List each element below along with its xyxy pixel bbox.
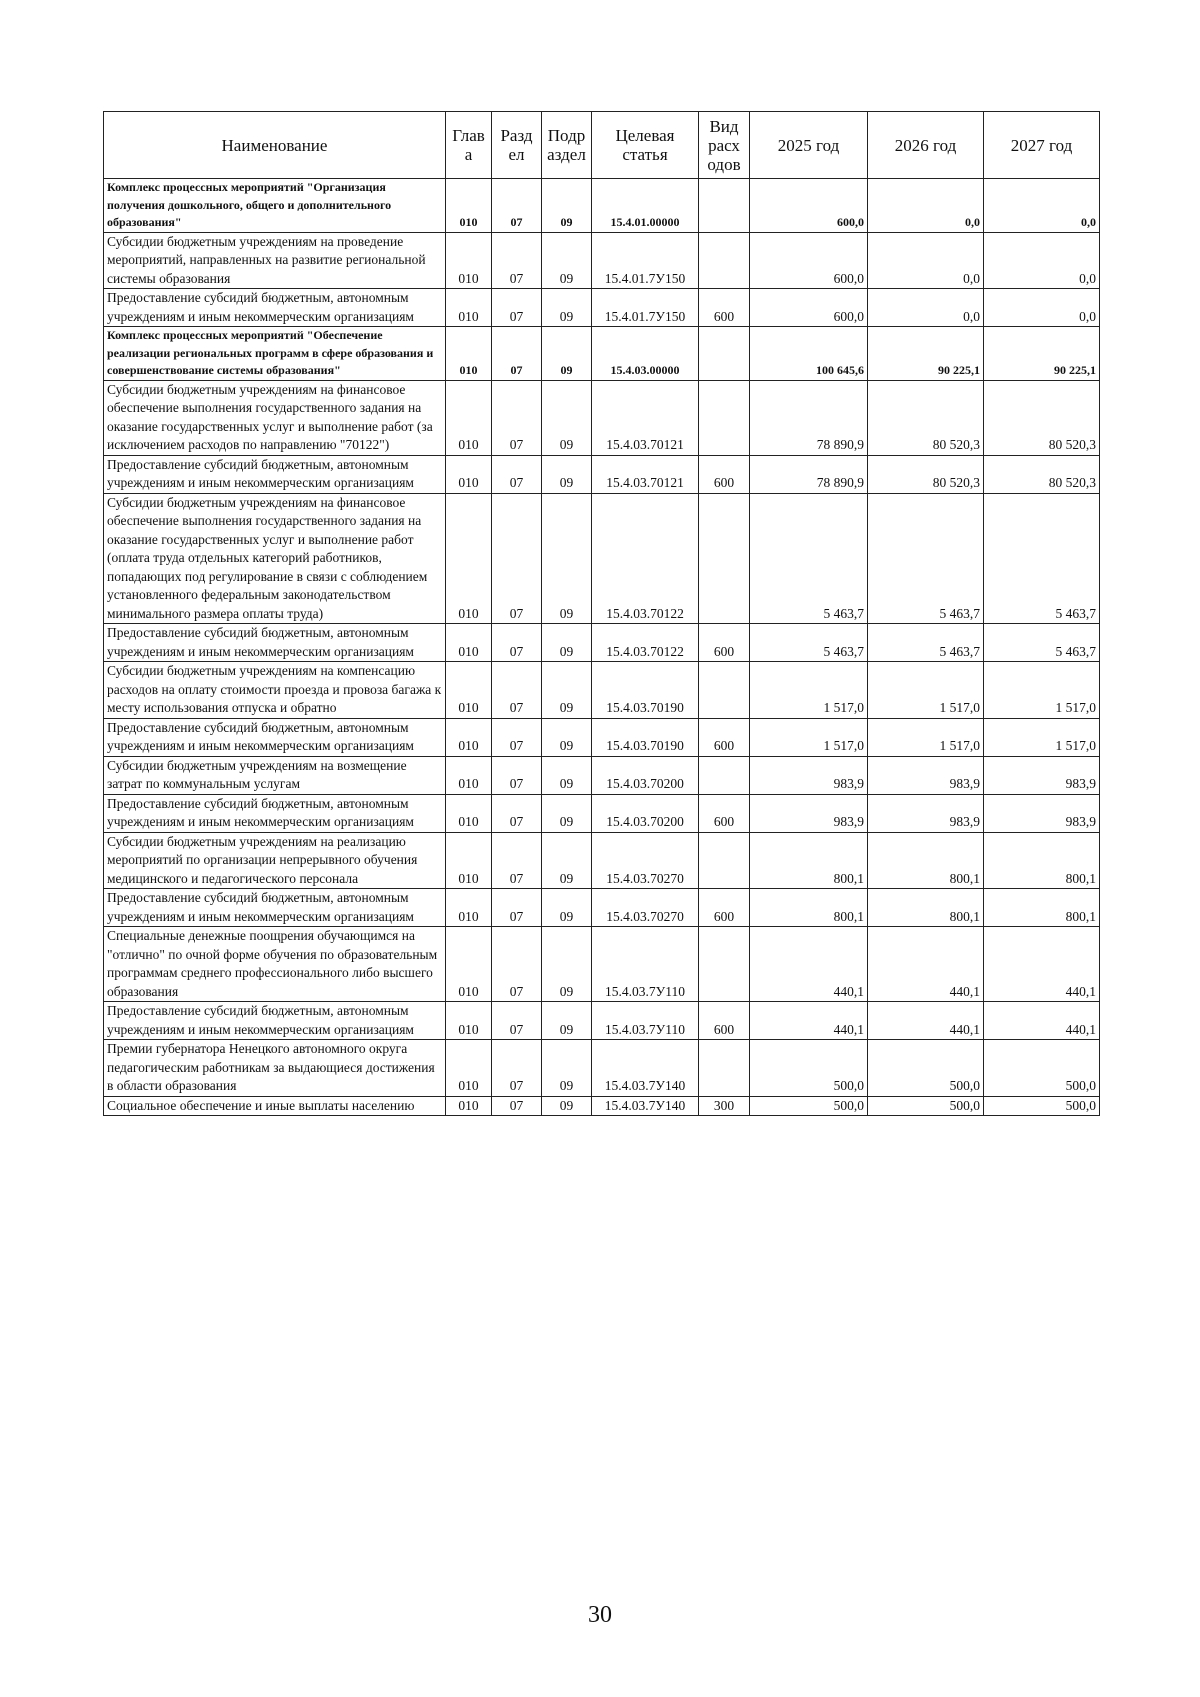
table-row — [104, 794, 1100, 832]
cell-2025: 600,0 — [750, 289, 868, 327]
cell-name: Специальные денежные поощрения обучающимся на "отлично" по очной форме обучения по образовательным программам среднего профессионального либо высшего образования — [104, 927, 446, 1002]
cell-2026: 440,1 — [868, 1002, 984, 1040]
cell-razdel: 07 — [492, 455, 542, 493]
cell-name: Предоставление субсидий бюджетным, автономным учреждениям и иным некоммерческим организациям — [104, 455, 446, 493]
cell-vid: 600 — [699, 1002, 750, 1040]
cell-glava: 010 — [446, 232, 492, 289]
table-row — [104, 927, 1100, 1002]
cell-target: 15.4.03.70190 — [592, 718, 699, 756]
header-target: Целевая статья — [592, 112, 699, 179]
cell-2026: 1 517,0 — [868, 662, 984, 719]
cell-2026: 500,0 — [868, 1040, 984, 1097]
cell-2027: 983,9 — [984, 756, 1100, 794]
cell-glava: 010 — [446, 179, 492, 233]
cell-2027: 500,0 — [984, 1040, 1100, 1097]
cell-glava: 010 — [446, 1096, 492, 1116]
cell-razdel: 07 — [492, 289, 542, 327]
cell-name: Субсидии бюджетным учреждениям на проведение мероприятий, направленных на развитие региональной системы образования — [104, 232, 446, 289]
cell-2025: 100 645,6 — [750, 327, 868, 381]
cell-2026: 5 463,7 — [868, 493, 984, 624]
cell-podrazdel: 09 — [542, 493, 592, 624]
cell-target: 15.4.03.70270 — [592, 832, 699, 889]
cell-glava: 010 — [446, 624, 492, 662]
header-2025: 2025 год — [750, 112, 868, 179]
cell-2026: 0,0 — [868, 232, 984, 289]
cell-2027: 800,1 — [984, 889, 1100, 927]
cell-glava: 010 — [446, 455, 492, 493]
cell-vid: 600 — [699, 624, 750, 662]
cell-2027: 800,1 — [984, 832, 1100, 889]
cell-podrazdel: 09 — [542, 756, 592, 794]
cell-glava: 010 — [446, 662, 492, 719]
cell-2027: 1 517,0 — [984, 718, 1100, 756]
cell-vid — [699, 756, 750, 794]
cell-target: 15.4.03.70121 — [592, 380, 699, 455]
table-body — [104, 179, 1100, 1116]
cell-2026: 80 520,3 — [868, 455, 984, 493]
cell-2025: 440,1 — [750, 927, 868, 1002]
cell-glava: 010 — [446, 1002, 492, 1040]
table-row — [104, 179, 1100, 233]
cell-glava: 010 — [446, 832, 492, 889]
cell-2026: 983,9 — [868, 794, 984, 832]
cell-razdel: 07 — [492, 1096, 542, 1116]
table-row — [104, 832, 1100, 889]
cell-vid: 300 — [699, 1096, 750, 1116]
table-row — [104, 455, 1100, 493]
cell-2026: 440,1 — [868, 927, 984, 1002]
cell-name: Субсидии бюджетным учреждениям на возмещение затрат по коммунальным услугам — [104, 756, 446, 794]
cell-2025: 1 517,0 — [750, 718, 868, 756]
cell-target: 15.4.03.7У140 — [592, 1096, 699, 1116]
cell-podrazdel: 09 — [542, 327, 592, 381]
cell-razdel: 07 — [492, 493, 542, 624]
cell-name: Предоставление субсидий бюджетным, автономным учреждениям и иным некоммерческим организациям — [104, 718, 446, 756]
table-row — [104, 624, 1100, 662]
cell-target: 15.4.01.7У150 — [592, 232, 699, 289]
cell-vid: 600 — [699, 289, 750, 327]
cell-2027: 500,0 — [984, 1096, 1100, 1116]
table-row — [104, 756, 1100, 794]
cell-razdel: 07 — [492, 380, 542, 455]
cell-vid — [699, 927, 750, 1002]
cell-2025: 5 463,7 — [750, 624, 868, 662]
cell-name: Предоставление субсидий бюджетным, автономным учреждениям и иным некоммерческим организациям — [104, 794, 446, 832]
cell-vid: 600 — [699, 794, 750, 832]
cell-vid: 600 — [699, 455, 750, 493]
cell-podrazdel: 09 — [542, 455, 592, 493]
cell-razdel: 07 — [492, 624, 542, 662]
cell-podrazdel: 09 — [542, 889, 592, 927]
cell-2026: 1 517,0 — [868, 718, 984, 756]
table-row — [104, 232, 1100, 289]
cell-razdel: 07 — [492, 1040, 542, 1097]
cell-razdel: 07 — [492, 718, 542, 756]
cell-glava: 010 — [446, 756, 492, 794]
cell-target: 15.4.03.70122 — [592, 493, 699, 624]
cell-2026: 800,1 — [868, 832, 984, 889]
cell-name: Предоставление субсидий бюджетным, автономным учреждениям и иным некоммерческим организациям — [104, 289, 446, 327]
cell-razdel: 07 — [492, 232, 542, 289]
cell-name: Социальное обеспечение и иные выплаты населению — [104, 1096, 446, 1116]
cell-name: Субсидии бюджетным учреждениям на компенсацию расходов на оплату стоимости проезда и провоза багажа к месту использования отпуска и обратно — [104, 662, 446, 719]
cell-2025: 500,0 — [750, 1040, 868, 1097]
cell-glava: 010 — [446, 1040, 492, 1097]
cell-podrazdel: 09 — [542, 832, 592, 889]
cell-2027: 440,1 — [984, 927, 1100, 1002]
cell-podrazdel: 09 — [542, 794, 592, 832]
cell-razdel: 07 — [492, 179, 542, 233]
cell-2025: 600,0 — [750, 179, 868, 233]
cell-2027: 440,1 — [984, 1002, 1100, 1040]
cell-2027: 80 520,3 — [984, 380, 1100, 455]
cell-podrazdel: 09 — [542, 179, 592, 233]
table-header-row — [104, 112, 1100, 179]
cell-2025: 600,0 — [750, 232, 868, 289]
cell-2025: 983,9 — [750, 794, 868, 832]
cell-2025: 78 890,9 — [750, 455, 868, 493]
cell-target: 15.4.03.70270 — [592, 889, 699, 927]
cell-2026: 80 520,3 — [868, 380, 984, 455]
cell-razdel: 07 — [492, 889, 542, 927]
cell-razdel: 07 — [492, 832, 542, 889]
cell-target: 15.4.03.7У110 — [592, 927, 699, 1002]
cell-name: Субсидии бюджетным учреждениям на финансовое обеспечение выполнения государственного задания на оказание государственных услуг и выполнение работ (за исключением расходов по направлению "70122") — [104, 380, 446, 455]
cell-name: Комплекс процессных мероприятий "Обеспечение реализации региональных программ в сфере образования и совершенствование системы образования" — [104, 327, 446, 381]
cell-glava: 010 — [446, 380, 492, 455]
cell-2027: 90 225,1 — [984, 327, 1100, 381]
cell-2025: 78 890,9 — [750, 380, 868, 455]
cell-target: 15.4.03.7У140 — [592, 1040, 699, 1097]
header-2027: 2027 год — [984, 112, 1100, 179]
cell-2027: 1 517,0 — [984, 662, 1100, 719]
cell-target: 15.4.01.00000 — [592, 179, 699, 233]
cell-target: 15.4.03.70190 — [592, 662, 699, 719]
cell-name: Предоставление субсидий бюджетным, автономным учреждениям и иным некоммерческим организациям — [104, 624, 446, 662]
cell-razdel: 07 — [492, 794, 542, 832]
table-row — [104, 889, 1100, 927]
page-number: 30 — [588, 1602, 612, 1628]
cell-podrazdel: 09 — [542, 624, 592, 662]
cell-podrazdel: 09 — [542, 1096, 592, 1116]
cell-target: 15.4.03.70121 — [592, 455, 699, 493]
header-glava: Глав а — [446, 112, 492, 179]
cell-podrazdel: 09 — [542, 289, 592, 327]
cell-2026: 800,1 — [868, 889, 984, 927]
cell-podrazdel: 09 — [542, 1040, 592, 1097]
cell-target: 15.4.03.7У110 — [592, 1002, 699, 1040]
cell-2027: 0,0 — [984, 232, 1100, 289]
cell-razdel: 07 — [492, 327, 542, 381]
cell-razdel: 07 — [492, 927, 542, 1002]
cell-2025: 440,1 — [750, 1002, 868, 1040]
header-name: Наименование — [104, 112, 446, 179]
cell-target: 15.4.03.00000 — [592, 327, 699, 381]
cell-target: 15.4.01.7У150 — [592, 289, 699, 327]
header-vid: Вид расх одов — [699, 112, 750, 179]
table-row — [104, 493, 1100, 624]
cell-target: 15.4.03.70122 — [592, 624, 699, 662]
cell-name: Премии губернатора Ненецкого автономного округа педагогическим работникам за выдающиеся достижения в области образования — [104, 1040, 446, 1097]
cell-razdel: 07 — [492, 662, 542, 719]
cell-glava: 010 — [446, 327, 492, 381]
cell-razdel: 07 — [492, 756, 542, 794]
header-2026: 2026 год — [868, 112, 984, 179]
table-row — [104, 289, 1100, 327]
cell-glava: 010 — [446, 493, 492, 624]
cell-2026: 5 463,7 — [868, 624, 984, 662]
cell-vid — [699, 1040, 750, 1097]
table-row — [104, 718, 1100, 756]
cell-2026: 90 225,1 — [868, 327, 984, 381]
budget-table — [103, 111, 1100, 1116]
cell-vid — [699, 232, 750, 289]
cell-2025: 983,9 — [750, 756, 868, 794]
cell-vid — [699, 179, 750, 233]
cell-2026: 500,0 — [868, 1096, 984, 1116]
cell-glava: 010 — [446, 889, 492, 927]
cell-2027: 5 463,7 — [984, 624, 1100, 662]
table-row — [104, 1002, 1100, 1040]
cell-vid — [699, 380, 750, 455]
cell-name: Субсидии бюджетным учреждениям на реализацию мероприятий по организации непрерывного обучения медицинского и педагогического персонала — [104, 832, 446, 889]
table-row — [104, 662, 1100, 719]
cell-2027: 0,0 — [984, 289, 1100, 327]
table-row — [104, 327, 1100, 381]
cell-name: Предоставление субсидий бюджетным, автономным учреждениям и иным некоммерческим организациям — [104, 889, 446, 927]
cell-glava: 010 — [446, 927, 492, 1002]
cell-name: Комплекс процессных мероприятий "Организация получения дошкольного, общего и дополнительного образования" — [104, 179, 446, 233]
cell-vid: 600 — [699, 889, 750, 927]
cell-target: 15.4.03.70200 — [592, 794, 699, 832]
cell-2025: 5 463,7 — [750, 493, 868, 624]
cell-2027: 80 520,3 — [984, 455, 1100, 493]
cell-vid — [699, 662, 750, 719]
cell-podrazdel: 09 — [542, 927, 592, 1002]
cell-name: Субсидии бюджетным учреждениям на финансовое обеспечение выполнения государственного задания на оказание государственных услуг и выполнение работ (оплата труда отдельных категорий работников, попадающих под регулирование в связи с соблюдением установленного федеральным законодательством минимального размера оплаты труда) — [104, 493, 446, 624]
cell-target: 15.4.03.70200 — [592, 756, 699, 794]
cell-glava: 010 — [446, 794, 492, 832]
cell-2025: 1 517,0 — [750, 662, 868, 719]
cell-podrazdel: 09 — [542, 380, 592, 455]
cell-vid — [699, 832, 750, 889]
table-row — [104, 1096, 1100, 1116]
cell-2027: 0,0 — [984, 179, 1100, 233]
cell-2026: 0,0 — [868, 289, 984, 327]
cell-2026: 0,0 — [868, 179, 984, 233]
cell-podrazdel: 09 — [542, 662, 592, 719]
cell-2027: 983,9 — [984, 794, 1100, 832]
header-podrazdel: Подр аздел — [542, 112, 592, 179]
cell-2025: 800,1 — [750, 889, 868, 927]
cell-2027: 5 463,7 — [984, 493, 1100, 624]
cell-podrazdel: 09 — [542, 232, 592, 289]
cell-glava: 010 — [446, 718, 492, 756]
table-row — [104, 380, 1100, 455]
cell-2025: 500,0 — [750, 1096, 868, 1116]
cell-podrazdel: 09 — [542, 718, 592, 756]
cell-razdel: 07 — [492, 1002, 542, 1040]
cell-name: Предоставление субсидий бюджетным, автономным учреждениям и иным некоммерческим организациям — [104, 1002, 446, 1040]
cell-2025: 800,1 — [750, 832, 868, 889]
cell-podrazdel: 09 — [542, 1002, 592, 1040]
cell-2026: 983,9 — [868, 756, 984, 794]
cell-vid — [699, 493, 750, 624]
table-row — [104, 1040, 1100, 1097]
header-razdel: Разд ел — [492, 112, 542, 179]
cell-vid — [699, 327, 750, 381]
cell-vid: 600 — [699, 718, 750, 756]
cell-glava: 010 — [446, 289, 492, 327]
